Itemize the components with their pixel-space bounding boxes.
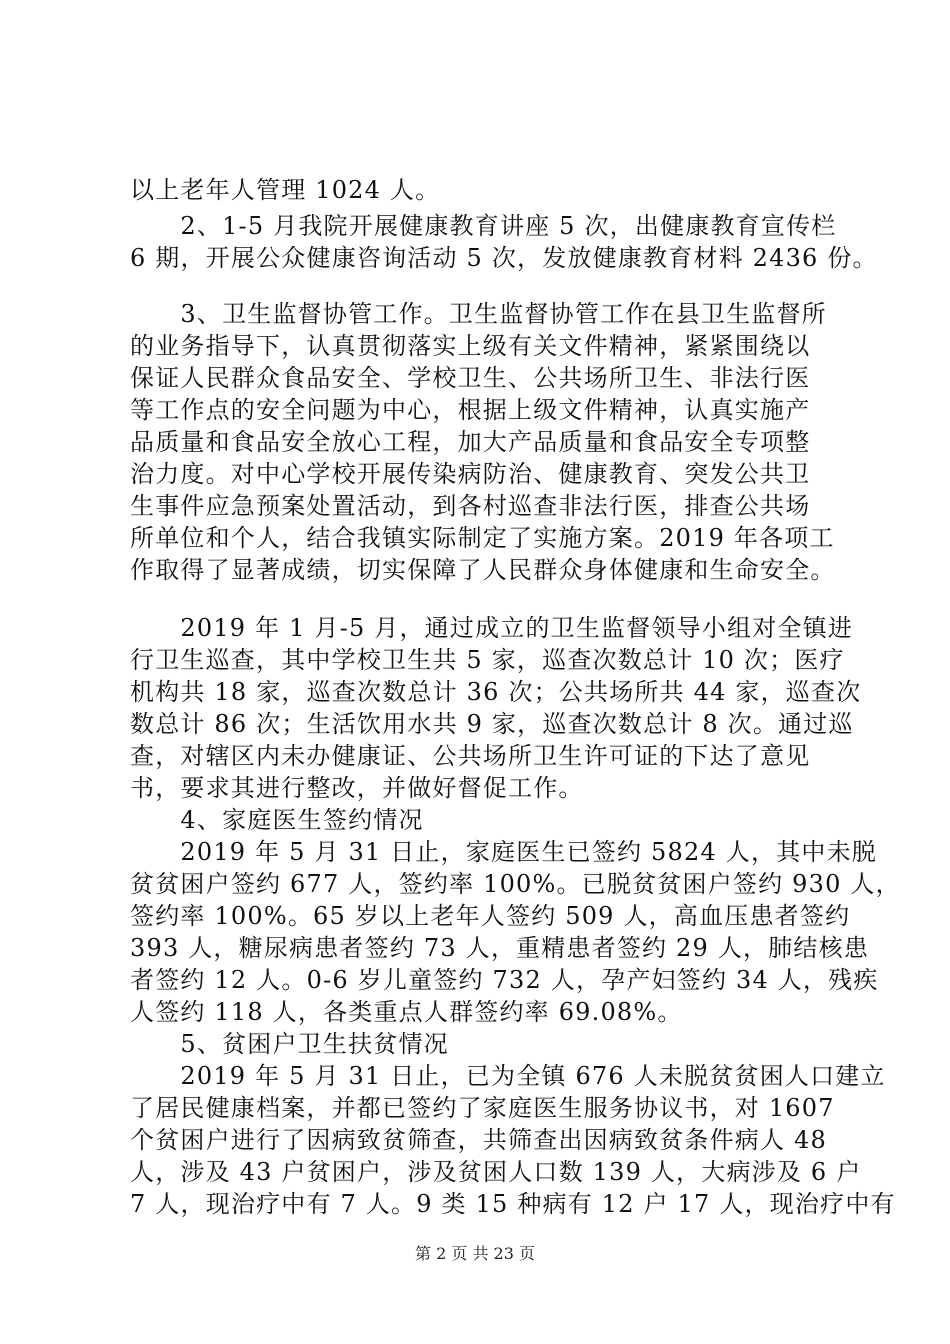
- text-line: 行卫生巡查，其中学校卫生共 5 家，巡查次数总计 10 次；医疗: [130, 646, 845, 674]
- text-line: 保证人民群众食品安全、学校卫生、公共场所卫生、非法行医: [130, 364, 811, 392]
- text-line: 作取得了显著成绩，切实保障了人民群众身体健康和生命安全。: [130, 556, 836, 584]
- text-line: 数总计 86 次；生活饮用水共 9 家，巡查次数总计 8 次。通过巡: [130, 710, 854, 738]
- text-line: 人，涉及 43 户贫困户，涉及贫困人口数 139 人，大病涉及 6 户: [130, 1158, 862, 1186]
- section-heading: 5、贫困户卫生扶贫情况: [130, 1030, 449, 1058]
- text-line: 393 人，糖尿病患者签约 73 人，重精患者签约 29 人，肺结核患: [130, 934, 870, 962]
- text-line: 6 期，开展公众健康咨询活动 5 次，发放健康教育材料 2436 份。: [130, 244, 878, 272]
- text-line: 品质量和食品安全放心工程，加大产品质量和食品安全专项整: [130, 428, 811, 456]
- text-line: 人签约 118 人，各类重点人群签约率 69.08%。: [130, 998, 683, 1026]
- text-line: 贫贫困户签约 677 人，签约率 100%。已脱贫贫困户签约 930 人，: [130, 870, 901, 898]
- text-line: 所单位和个人，结合我镇实际制定了实施方案。2019 年各项工: [130, 524, 835, 552]
- text-line: 的业务指导下，认真贯彻落实上级有关文件精神，紧紧围绕以: [130, 332, 811, 360]
- section-heading: 4、家庭医生签约情况: [130, 806, 424, 834]
- text-line: 了居民健康档案，并都已签约了家庭医生服务协议书，对 1607: [130, 1094, 835, 1122]
- text-line: 以上老年人管理 1024 人。: [130, 176, 441, 204]
- text-line: 2019 年 1 月-5 月，通过成立的卫生监督领导小组对全镇进: [130, 614, 854, 642]
- text-line: 查，对辖区内未办健康证、公共场所卫生许可证的下达了意见: [130, 742, 811, 770]
- text-line: 治力度。对中心学校开展传染病防治、健康教育、突发公共卫: [130, 460, 811, 488]
- text-line: 签约率 100%。65 岁以上老年人签约 509 人，高血压患者签约: [130, 902, 851, 930]
- text-line: 2019 年 5 月 31 日止，已为全镇 676 人未脱贫贫困人口建立: [130, 1062, 886, 1090]
- page-number-footer: 第 2 页 共 23 页: [415, 1244, 535, 1263]
- text-line: 3、卫生监督协管工作。卫生监督协管工作在县卫生监督所: [130, 300, 827, 328]
- text-line: 2019 年 5 月 31 日止，家庭医生已签约 5824 人，其中未脱: [130, 838, 877, 866]
- text-line: 等工作点的安全问题为中心，根据上级文件精神，认真实施产: [130, 396, 811, 424]
- text-line: 书，要求其进行整改，并做好督促工作。: [130, 774, 584, 802]
- text-line: 7 人，现治疗中有 7 人。9 类 15 种病有 12 户 17 人，现治疗中有: [130, 1190, 896, 1218]
- text-line: 生事件应急预案处置活动，到各村巡查非法行医，排查公共场: [130, 492, 811, 520]
- text-line: 者签约 12 人。0-6 岁儿童签约 732 人，孕产妇签约 34 人，残疾: [130, 966, 879, 994]
- text-line: 机构共 18 家，巡查次数总计 36 次；公共场所共 44 家，巡查次: [130, 678, 862, 706]
- text-line: 2、1-5 月我院开展健康教育讲座 5 次，出健康教育宣传栏: [130, 212, 837, 240]
- text-line: 个贫困户进行了因病致贫筛查，共筛查出因病致贫条件病人 48: [130, 1126, 827, 1154]
